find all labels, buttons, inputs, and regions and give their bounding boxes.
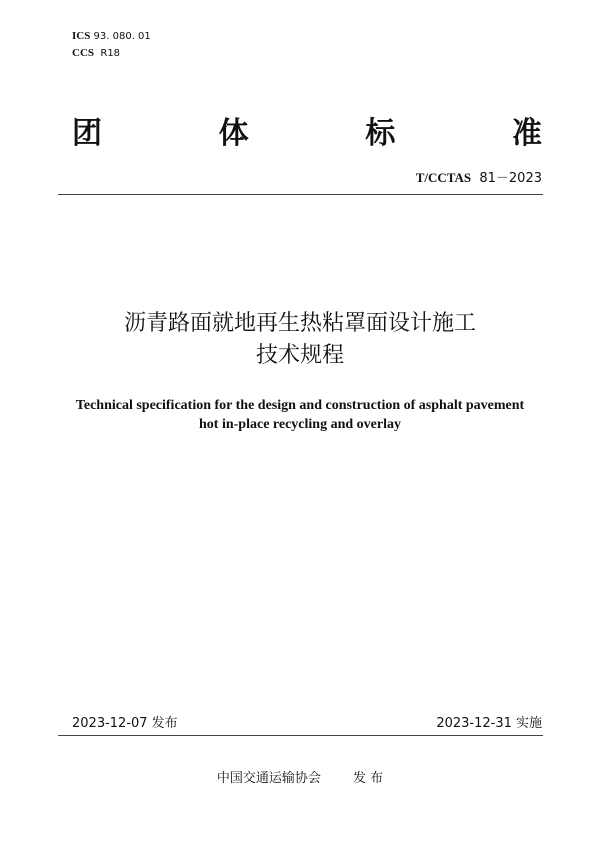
ccs-label: CCS bbox=[72, 47, 95, 59]
ics-label: ICS bbox=[72, 30, 91, 42]
english-title bbox=[0, 396, 600, 434]
standard-num: 81－2023 bbox=[479, 171, 542, 186]
standard-prefix: T/CCTAS bbox=[415, 170, 472, 185]
chinese-title-line: 沥青路面就地再生热粘罩面设计施工 bbox=[123, 311, 476, 336]
title-char: 标 bbox=[365, 116, 396, 151]
issuer-name: 中国交通运输协会 bbox=[216, 771, 321, 786]
title-char: 体 bbox=[218, 116, 249, 151]
ccs-code bbox=[72, 47, 120, 59]
english-title-line: Technical specification for the design and construction of asphalt pavement bbox=[75, 398, 525, 413]
english-title-line: hot in-place recycling and overlay bbox=[199, 417, 401, 432]
ccs-value: R18 bbox=[100, 48, 121, 59]
top-divider bbox=[58, 194, 543, 195]
publish-date: 2023-12-07 发布 bbox=[72, 716, 178, 731]
issuer-action: 发 布 bbox=[352, 771, 384, 786]
title-char: 准 bbox=[511, 116, 542, 151]
implementation-date: 2023-12-31 实施 bbox=[436, 716, 542, 731]
ics-value: 93. 080. 01 bbox=[93, 31, 151, 42]
title-char: 团 bbox=[72, 116, 102, 151]
issuer bbox=[0, 767, 600, 786]
standard-type-title bbox=[72, 108, 542, 152]
ics-code bbox=[72, 30, 151, 42]
standard-number bbox=[416, 167, 542, 186]
bottom-divider bbox=[58, 735, 543, 736]
chinese-title bbox=[0, 308, 600, 372]
chinese-title-line: 技术规程 bbox=[255, 343, 344, 368]
